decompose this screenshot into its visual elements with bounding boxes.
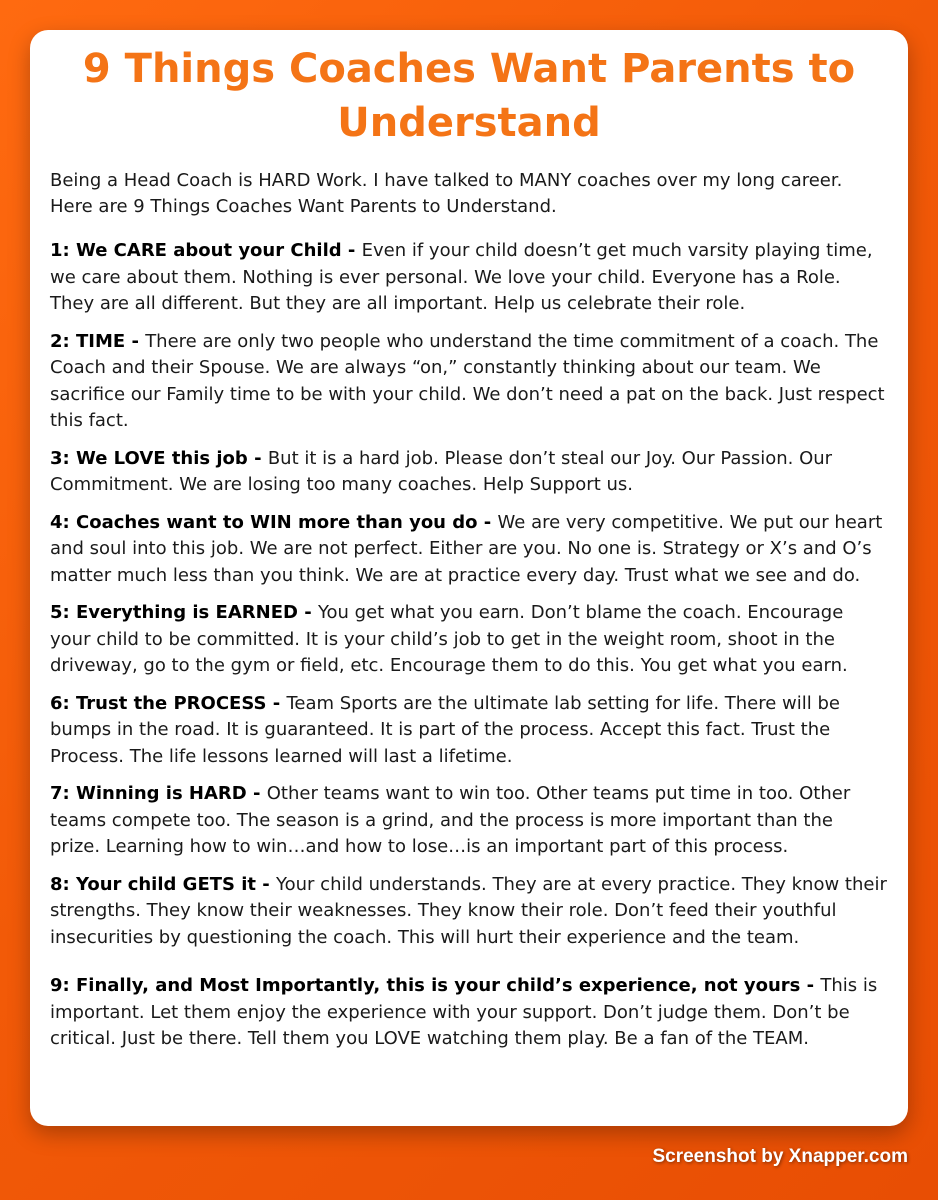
article-card [30, 30, 908, 1126]
item-heading: 4: Coaches want to WIN more than you do - [50, 511, 498, 533]
item-heading: 7: Winning is HARD - [50, 783, 267, 804]
item-heading: 8: Your child GETS it - [50, 873, 277, 895]
item-list [50, 238, 888, 1053]
item-body: We are very competitive. We put our heart and soul into this job. We are not perfect. Either are you. No one is. Strategy or X’s and O’s matter much less than you think. We are at practice every day. Trust what we see and do. [50, 511, 883, 586]
item-body: But it is a hard job. Please don’t steal our Joy. Our Passion. Our Commitment. We are losing too many coaches. Help Support us. [50, 447, 833, 495]
list-item [50, 446, 888, 499]
item-body: You get what you earn. Don’t blame the coach. Encourage your child to be committed. It is your child’s job to get in the weight room, shoot in the driveway, go to the gym or field, etc. Encourage them to do this. You get what you earn. [50, 602, 848, 676]
item-heading: 5: Everything is EARNED - [50, 602, 318, 623]
item-heading: 3: We LOVE this job - [50, 447, 268, 469]
list-item [50, 781, 888, 861]
screenshot-credit: Screenshot by Xnapper.com [652, 1146, 908, 1167]
item-body: Your child understands. They are at every practice. They know their strengths. They know their weaknesses. They know their role. Don’t feed their youthful insecurities by questioning the coach. This will hurt their experience and the team. [50, 873, 887, 948]
item-heading: 1: We CARE about your Child - [50, 240, 362, 261]
list-item [50, 510, 888, 590]
article-title: 9 Things Coaches Want Parents to Understand [82, 46, 856, 146]
item-body: Other teams want to win too. Other teams put time in too. Other teams compete too. The season is a grind, and the process is more important than the prize. Learning how to win…and how to lose…is an important part of this process. [50, 783, 851, 857]
item-body: Team Sports are the ultimate lab setting for life. There will be bumps in the road. It is guaranteed. It is part of the process. Accept this fact. Trust the Process. The life lessons learned will last a lifetime. [50, 692, 841, 767]
list-item [50, 872, 888, 952]
item-heading: 6: Trust the PROCESS - [50, 692, 287, 714]
list-item [50, 691, 888, 771]
item-heading: 9: Finally, and Most Importantly, this is your child’s experience, not yours - [50, 975, 821, 996]
list-item [50, 973, 888, 1053]
item-heading: 2: TIME - [50, 330, 146, 352]
list-item [50, 600, 888, 680]
intro-paragraph: Being a Head Coach is HARD Work. I have talked to MANY coaches over my long career. Here are 9 Things Coaches Want Parents to Understand. [50, 170, 843, 217]
list-item [50, 238, 888, 318]
item-body: There are only two people who understand the time commitment of a coach. The Coach and their Spouse. We are always “on,” constantly thinking about our team. We sacrifice our Family time to be with your child. We don’t need a pat on the back. Just respect this fact. [50, 330, 885, 431]
item-body: Even if your child doesn’t get much varsity playing time, we care about them. Nothing is ever personal. We love your child. Everyone has a Role. They are all different. But they are all important. Help us celebrate their role. [50, 240, 873, 314]
item-body: This is important. Let them enjoy the experience with your support. Don’t judge them. Don’t be critical. Just be there. Tell them you LOVE watching them play. Be a fan of the TEAM. [50, 975, 878, 1049]
list-item [50, 329, 888, 435]
